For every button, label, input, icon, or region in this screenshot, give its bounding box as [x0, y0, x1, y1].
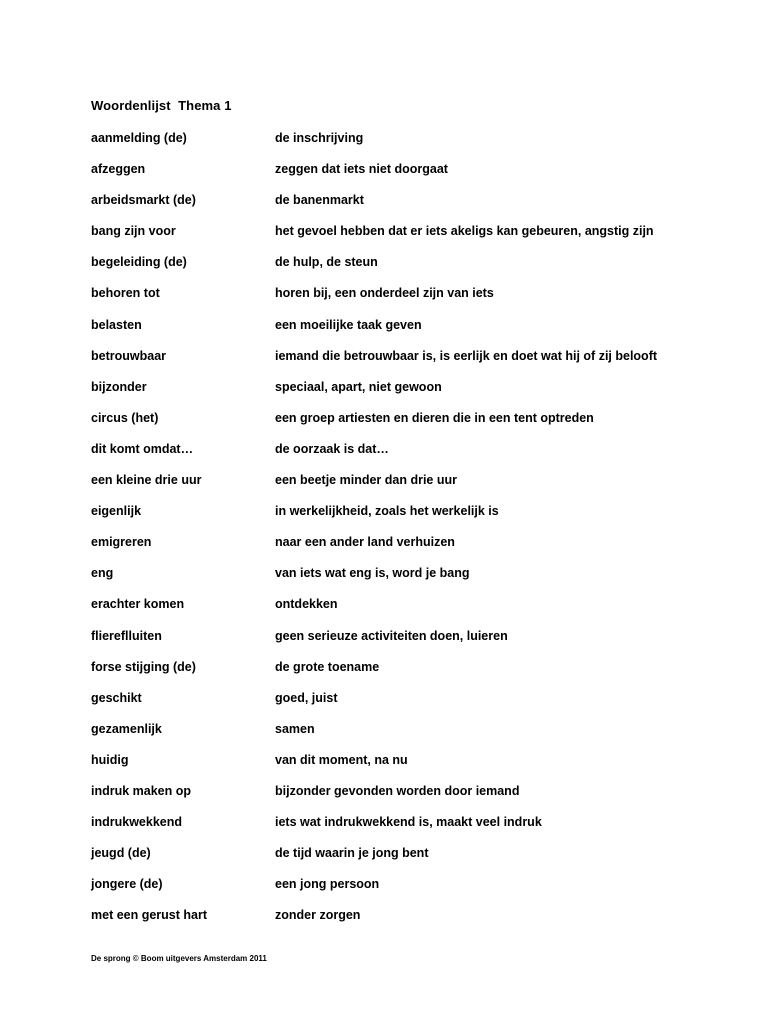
entry-definition: speciaal, apart, niet gewoon: [275, 379, 442, 394]
list-item: [91, 439, 711, 470]
entry-term: jeugd (de): [91, 846, 151, 861]
entry-definition: ontdekken: [275, 597, 338, 612]
list-item: [91, 750, 711, 781]
entry-term: bijzonder: [91, 379, 147, 394]
entry-definition: het gevoel hebben dat er iets akeligs kan gebeuren, angstig zijn: [275, 224, 654, 239]
entry-term: arbeidsmarkt (de): [91, 193, 196, 208]
list-item: [91, 283, 711, 314]
list-item: [91, 470, 711, 501]
entry-definition: samen: [275, 721, 315, 736]
entry-term: geschikt: [91, 690, 142, 705]
list-item: [91, 315, 711, 346]
list-item: [91, 128, 711, 159]
entry-definition: van dit moment, na nu: [275, 752, 408, 767]
entry-term: fliereflluiten: [91, 628, 162, 643]
list-item: [91, 626, 711, 657]
list-item: [91, 781, 711, 812]
entry-term: emigreren: [91, 535, 152, 550]
entry-definition: in werkelijkheid, zoals het werkelijk is: [275, 504, 499, 519]
entry-definition: een jong persoon: [275, 877, 380, 892]
entry-term: dit komt omdat…: [91, 441, 194, 456]
entry-definition: de grote toename: [275, 659, 380, 674]
entry-term: gezamenlijk: [91, 721, 162, 736]
entry-definition: goed, juist: [275, 690, 338, 705]
entry-definition: de hulp, de steun: [275, 255, 378, 270]
entry-definition: een moeilijke taak geven: [275, 317, 422, 332]
entry-definition: de tijd waarin je jong bent: [275, 846, 429, 861]
entry-definition: van iets wat eng is, word je bang: [275, 566, 470, 581]
word-list: [91, 128, 711, 936]
page-title: Woordenlijst Thema 1: [91, 98, 232, 113]
entry-term: eng: [91, 566, 114, 581]
entry-term: belasten: [91, 317, 142, 332]
list-item: [91, 874, 711, 905]
entry-definition: de oorzaak is dat…: [275, 441, 389, 456]
entry-term: begeleiding (de): [91, 255, 187, 270]
entry-term: forse stijging (de): [91, 659, 196, 674]
list-item: [91, 719, 711, 750]
entry-term: aanmelding (de): [91, 131, 187, 145]
entry-definition: horen bij, een onderdeel zijn van iets: [275, 286, 494, 301]
entry-definition: bijzonder gevonden worden door iemand: [275, 783, 520, 798]
entry-term: bang zijn voor: [91, 224, 176, 239]
list-item: [91, 221, 711, 252]
entry-term: eigenlijk: [91, 504, 142, 519]
entry-definition: een beetje minder dan drie uur: [275, 473, 457, 488]
entry-definition: zeggen dat iets niet doorgaat: [275, 162, 448, 177]
entry-definition: een groep artiesten en dieren die in een tent optreden: [275, 410, 594, 425]
list-item: [91, 532, 711, 563]
entry-definition: geen serieuze activiteiten doen, luieren: [275, 628, 508, 643]
list-item: [91, 688, 711, 719]
list-item: [91, 905, 711, 936]
list-item: [91, 501, 711, 532]
list-item: [91, 377, 711, 408]
entry-term: betrouwbaar: [91, 348, 167, 363]
entry-definition: naar een ander land verhuizen: [275, 535, 455, 550]
list-item: [91, 408, 711, 439]
list-item: [91, 594, 711, 625]
entry-definition: iets wat indrukwekkend is, maakt veel indruk: [275, 815, 542, 830]
entry-term: jongere (de): [91, 877, 163, 892]
list-item: [91, 190, 711, 221]
entry-term: behoren tot: [91, 286, 160, 301]
entry-term: circus (het): [91, 410, 159, 425]
page-footer: De sprong © Boom uitgevers Amsterdam 2011: [91, 954, 267, 963]
entry-term: met een gerust hart: [91, 908, 208, 923]
list-item: [91, 159, 711, 190]
entry-definition: de inschrijving: [275, 131, 364, 145]
list-item: [91, 812, 711, 843]
entry-term: huidig: [91, 752, 129, 767]
entry-term: indrukwekkend: [91, 815, 182, 830]
list-item: [91, 657, 711, 688]
entry-definition: iemand die betrouwbaar is, is eerlijk en doet wat hij of zij belooft: [275, 348, 658, 363]
list-item: [91, 252, 711, 283]
list-item: [91, 563, 711, 594]
list-item: [91, 843, 711, 874]
entry-term: een kleine drie uur: [91, 473, 202, 488]
entry-definition: zonder zorgen: [275, 908, 361, 923]
list-item: [91, 346, 711, 377]
entry-term: erachter komen: [91, 597, 185, 612]
entry-definition: de banenmarkt: [275, 193, 364, 208]
entry-term: afzeggen: [91, 162, 146, 177]
entry-term: indruk maken op: [91, 783, 192, 798]
